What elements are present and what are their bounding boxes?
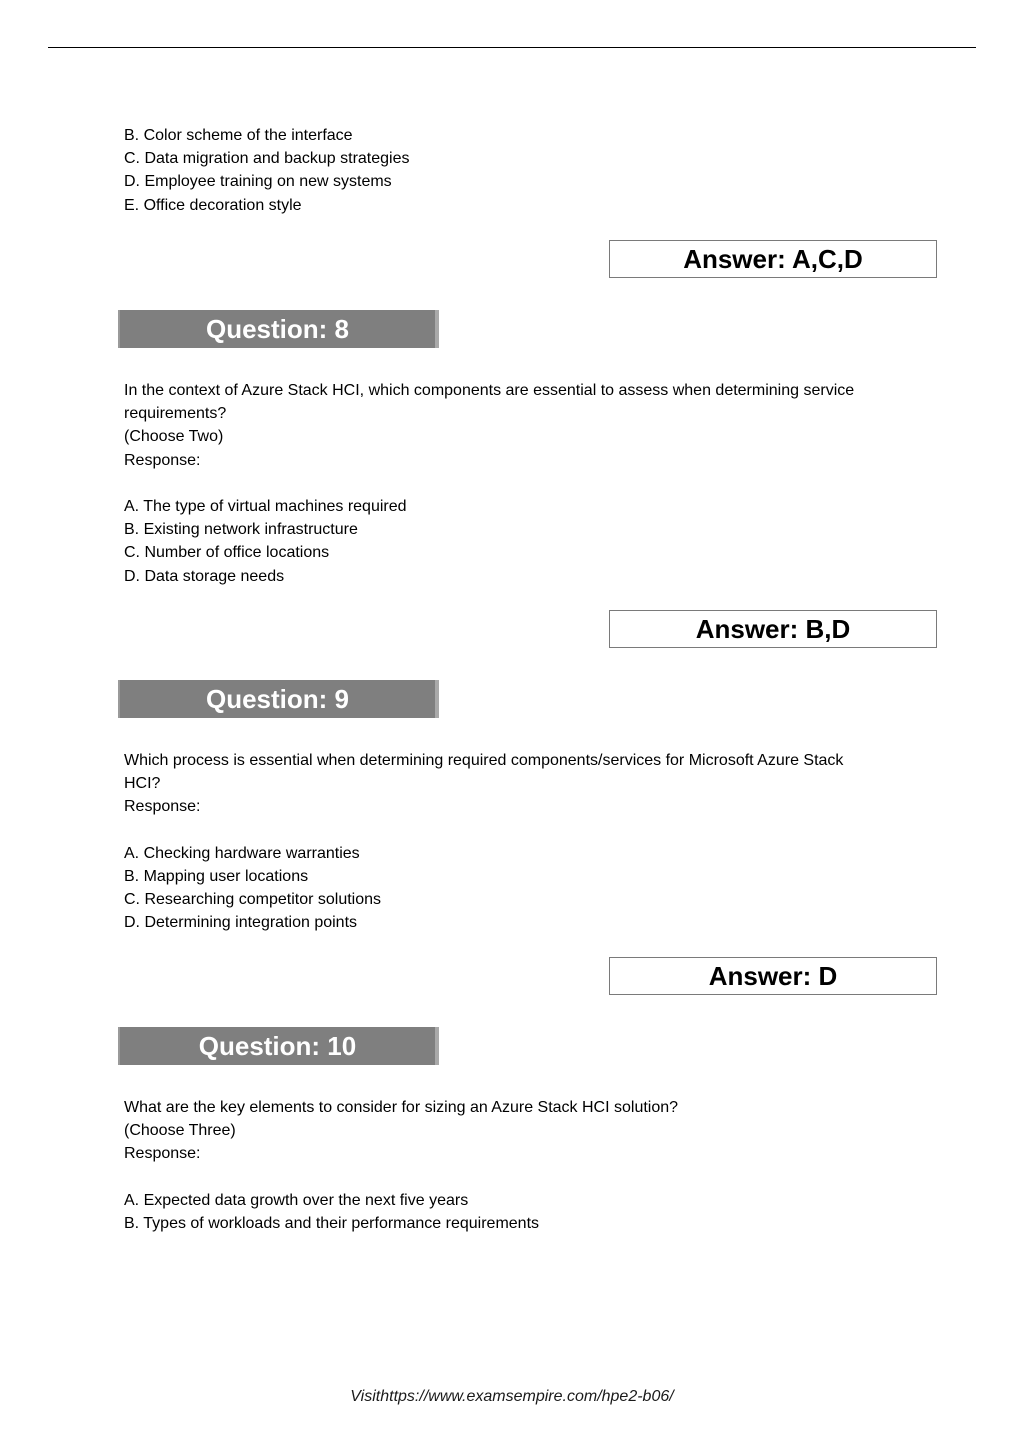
q7-answer-box: Answer: A,C,D: [609, 240, 937, 278]
q8-prompt-line: requirements?: [124, 405, 227, 423]
header-rule: [48, 47, 976, 48]
q8-option-b: B. Existing network infrastructure: [124, 521, 358, 539]
q9-option-a: A. Checking hardware warranties: [124, 844, 360, 862]
q9-prompt-line: Which process is essential when determining required components/services for Microsoft Azure Stack: [124, 752, 844, 769]
q10-prompt-line: What are the key elements to consider for sizing an Azure Stack HCI solution?: [124, 1099, 679, 1116]
q10-response-label: Response:: [124, 1145, 201, 1163]
q8-title-banner: Question: 8: [118, 310, 439, 348]
q8-prompt-line: In the context of Azure Stack HCI, which components are essential to assess when determining service: [124, 382, 855, 399]
q10-choose-hint: (Choose Three): [124, 1122, 236, 1140]
q9-prompt-line: HCI?: [124, 775, 161, 793]
q9-option-b: B. Mapping user locations: [124, 868, 309, 885]
q8-choose-hint: (Choose Two): [124, 428, 224, 446]
q7-option-e: E. Office decoration style: [124, 196, 302, 214]
footer-link-text: Visithttps://www.examsempire.com/hpe2-b06/: [350, 1388, 674, 1405]
q8-option-d: D. Data storage needs: [124, 567, 285, 585]
q10-body: [124, 1096, 924, 1235]
q9-option-c: C. Researching competitor solutions: [124, 891, 382, 909]
q7-option-b: B. Color scheme of the interface: [124, 127, 353, 144]
q10-option-b: B. Types of workloads and their performance requirements: [124, 1215, 540, 1232]
q9-title-banner: Question: 9: [118, 680, 439, 718]
q8-response-label: Response:: [124, 451, 201, 469]
q8-option-a: A. The type of virtual machines required: [124, 498, 407, 515]
q9-body: [124, 749, 924, 935]
q7-options: [124, 124, 924, 217]
q10-option-a: A. Expected data growth over the next five years: [124, 1191, 469, 1209]
q7-option-c: C. Data migration and backup strategies: [124, 150, 410, 168]
q8-answer-box: Answer: B,D: [609, 610, 937, 648]
q8-body: [124, 379, 924, 588]
q8-option-c: C. Number of office locations: [124, 544, 330, 562]
q10-title-banner: Question: 10: [118, 1027, 439, 1065]
q9-answer-box: Answer: D: [609, 957, 937, 995]
q9-response-label: Response:: [124, 798, 201, 816]
q9-option-d: D. Determining integration points: [124, 914, 358, 932]
q7-option-d: D. Employee training on new systems: [124, 173, 392, 191]
